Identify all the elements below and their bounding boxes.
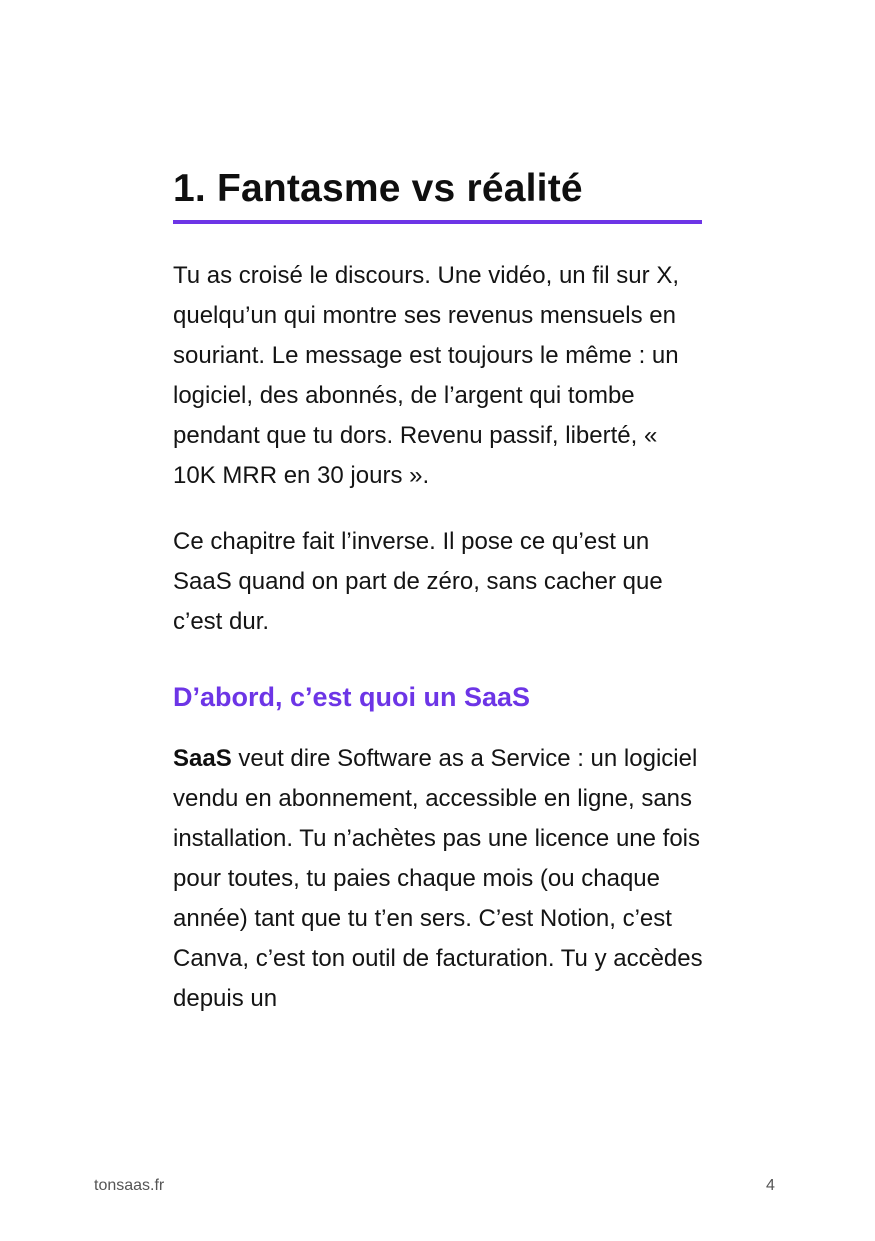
- chapter-title: 1. Fantasme vs réalité: [173, 167, 583, 210]
- definition-paragraph: [173, 739, 703, 1019]
- definition-text: veut dire Software as a Service : un logiciel vendu en abonnement, accessible en ligne, sans installation. Tu n’achètes pas une licence une fois pour toutes, tu paies chaque mois (ou chaque année) tant que tu t’en sers. C’est Notion, c’est Canva, c’est ton outil de facturation. Tu y accèdes depuis un: [173, 745, 703, 1012]
- intro-paragraph: Tu as croisé le discours. Une vidéo, un fil sur X, quelqu’un qui montre ses revenus mensuels en souriant. Le message est toujours le même : un logiciel, des abonnés, de l’argent qui tombe pendant que tu dors. Revenu passif, liberté, « 10K MRR en 30 jours ».: [173, 262, 679, 489]
- title-underline: [173, 220, 702, 224]
- footer-site-name: tonsaas.fr: [94, 1177, 165, 1194]
- defined-term: SaaS: [173, 745, 232, 772]
- page-content: [173, 158, 703, 1019]
- section-heading: D’abord, c’est quoi un SaaS: [173, 682, 531, 712]
- chapter-summary-paragraph: Ce chapitre fait l’inverse. Il pose ce qu’est un SaaS quand on part de zéro, sans cacher que c’est dur.: [173, 528, 663, 635]
- footer-page-number: 4: [766, 1177, 775, 1194]
